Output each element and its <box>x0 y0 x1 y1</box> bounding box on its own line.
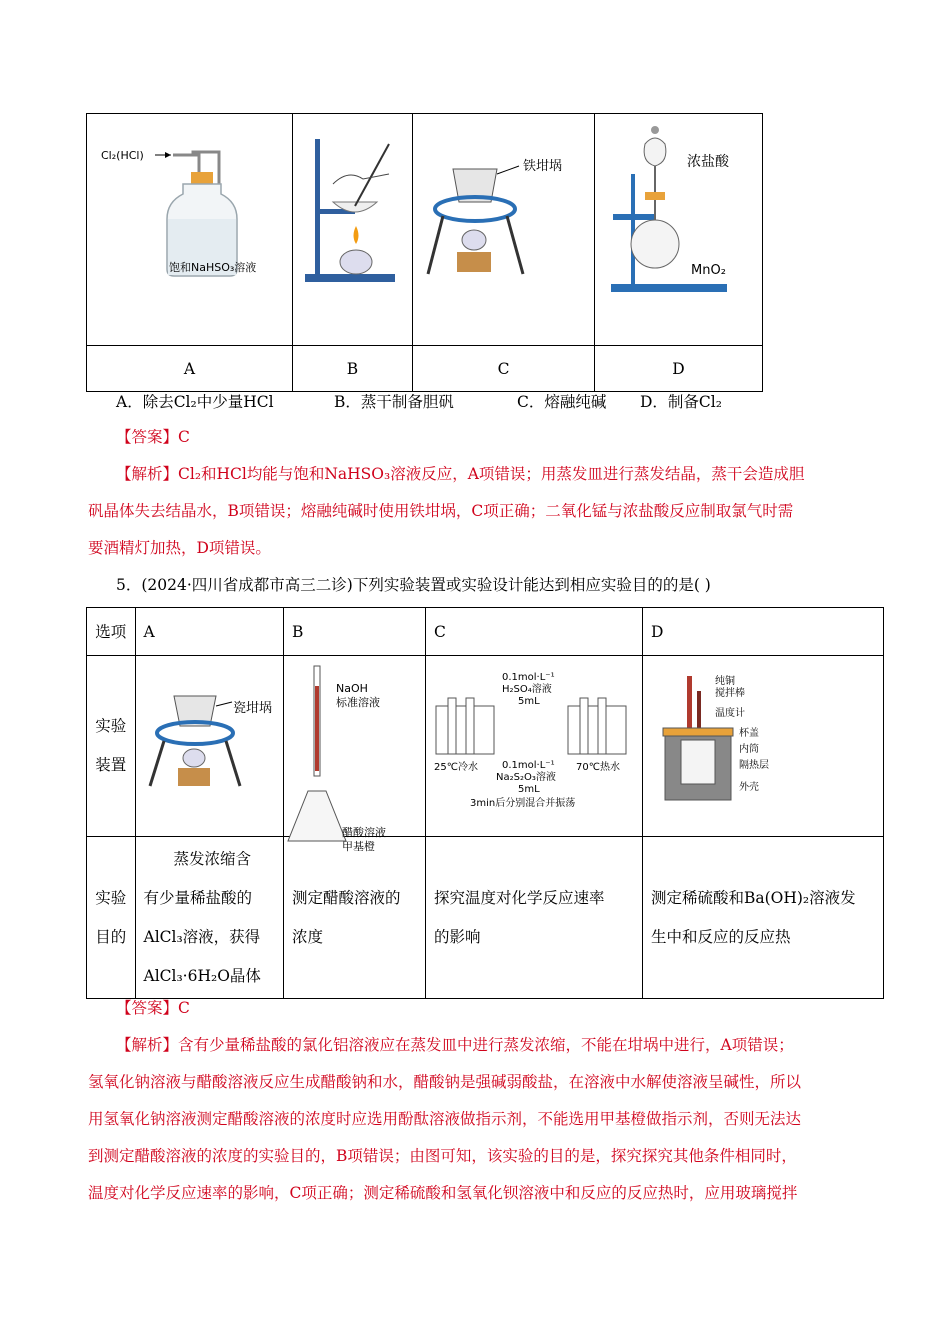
header-a: A <box>135 608 283 656</box>
header-c: C <box>425 608 642 656</box>
row-label-apparatus <box>87 656 136 837</box>
purpose-d-2: 生中和反应的反应热 <box>650 927 791 946</box>
cold-label: 25℃冷水 <box>433 762 478 773</box>
purpose-a <box>135 837 283 999</box>
analysis-2-line-2: 氢氧化钠溶液与醋酸溶液反应生成醋酸钠和水，醋酸钠是强碱弱酸盐，在溶液中水解使溶液呈碱性，所以 <box>88 1073 802 1091</box>
acid-label-2: 甲基橙 <box>341 840 375 853</box>
calorimeter-figure <box>643 656 883 832</box>
question-5: 5．(2024·四川省成都市高三二诊)下列实验装置或实验设计能达到相应实验目的的是( ) <box>116 576 711 594</box>
c-top-1: 0.1mol·L⁻¹ <box>501 672 555 683</box>
figure-label-d: D <box>595 346 763 392</box>
figure-table-1 <box>86 113 763 392</box>
purpose-c-1: 探究温度对化学反应速率 <box>433 888 605 907</box>
header-d: D <box>642 608 883 656</box>
inner-label: 内筒 <box>738 744 759 755</box>
c-top-3: 5mL <box>517 696 540 707</box>
water-bath-figure <box>426 656 642 832</box>
analysis-1-line-1: 【解析】Cl₂和HCl均能与饱和NaHSO₃溶液反应，A项错误；用蒸发皿进行蒸发结晶，蒸干会造成胆 <box>116 465 805 483</box>
purpose-a-2: 有少量稀盐酸的 <box>143 888 253 907</box>
option-a: A．除去Cl₂中少量HCl <box>116 393 274 411</box>
purpose-d <box>642 837 883 999</box>
purpose-a-4: AlCl₃·6H₂O晶体 <box>143 966 261 985</box>
lid-label: 杯盖 <box>738 728 759 739</box>
c-top-2: H₂SO₄溶液 <box>501 684 552 695</box>
purpose-b-2: 浓度 <box>291 927 323 946</box>
evaporating-dish-figure <box>293 114 412 341</box>
apparatus-c <box>425 656 642 837</box>
purpose-b <box>283 837 425 999</box>
analysis-2-line-3: 用氢氧化钠溶液测定醋酸溶液的浓度时应选用酚酞溶液做指示剂，不能选用甲基橙做指示剂，否则无法达 <box>88 1110 802 1128</box>
gas-washing-bottle-figure <box>87 114 292 341</box>
row-label-purpose-2: 目的 <box>95 927 127 946</box>
purpose-c-2: 的影响 <box>433 927 481 946</box>
shell-label: 外壳 <box>738 782 759 793</box>
figure-label-b: B <box>293 346 413 392</box>
purpose-c <box>425 837 642 999</box>
crucible-label: 铁坩埚 <box>523 159 563 174</box>
purpose-a-3: AlCl₃溶液，获得 <box>143 927 261 946</box>
c-bot-3: 5mL <box>517 784 540 795</box>
thermo-label: 温度计 <box>714 708 745 719</box>
purpose-a-1: 蒸发浓缩含 <box>173 849 252 868</box>
analysis-2-line-4: 到测定醋酸溶液的浓度的实验目的，B项错误；由图可知，该实验的目的是，探究探究其他条件相同时， <box>88 1147 797 1165</box>
figure-cell-c <box>413 114 595 346</box>
row-label-apparatus-1: 实验 <box>95 717 127 735</box>
figure-label-c: C <box>413 346 595 392</box>
row-label-purpose-1: 实验 <box>95 888 127 907</box>
answer-2: 【答案】C <box>116 999 190 1017</box>
figure-cell-d <box>595 114 763 346</box>
iron-crucible-figure <box>413 114 594 341</box>
solid-label: MnO₂ <box>691 263 726 278</box>
analysis-2-line-1: 【解析】含有少量稀盐酸的氯化铝溶液应在蒸发皿中进行蒸发浓缩，不能在坩埚中进行，A项错误； <box>116 1036 794 1054</box>
analysis-2-line-5: 温度对化学反应速率的影响，C项正确；测定稀硫酸和氢氧化钡溶液中和反应的反应热时，应用玻璃搅拌 <box>88 1184 798 1202</box>
c-bot-1: 0.1mol·L⁻¹ <box>501 760 555 771</box>
option-c: C．熔融纯碱 <box>517 393 607 411</box>
figure-cell-a <box>87 114 293 346</box>
option-b: B．蒸干制备胆矾 <box>334 393 454 411</box>
porcelain-label: 瓷坩埚 <box>232 701 272 716</box>
header-b: B <box>283 608 425 656</box>
naoh-label-2: 标准溶液 <box>335 696 380 709</box>
answer-1: 【答案】C <box>116 428 190 446</box>
acid-label: 浓盐酸 <box>687 154 729 170</box>
gas-label: Cl₂(HCl) <box>101 149 144 162</box>
porcelain-crucible-figure <box>136 656 278 832</box>
purpose-d-1: 测定稀硫酸和Ba(OH)₂溶液发 <box>650 888 856 907</box>
titration-figure <box>284 656 425 853</box>
header-option: 选项 <box>87 608 136 656</box>
hot-label: 70℃热水 <box>575 762 620 773</box>
rod-label-2: 搅拌棒 <box>714 688 745 699</box>
row-label-apparatus-2: 装置 <box>95 756 127 774</box>
purpose-b-1: 测定醋酸溶液的 <box>291 888 401 907</box>
option-d: D．制备Cl₂ <box>640 393 722 411</box>
insul-label: 隔热层 <box>738 760 769 771</box>
rod-label-1: 纯铜 <box>714 676 735 687</box>
figure-label-a: A <box>87 346 293 392</box>
acid-label-1: 醋酸溶液 <box>341 826 386 839</box>
apparatus-b <box>283 656 425 853</box>
apparatus-a <box>135 656 283 837</box>
liquid-label: 饱和NaHSO₃溶液 <box>169 261 257 274</box>
analysis-1-line-2: 矾晶体失去结晶水，B项错误；熔融纯碱时使用铁坩埚，C项正确；二氧化锰与浓盐酸反应制取氯气时需 <box>88 502 794 520</box>
c-bot-4: 3min后分别混合并振荡 <box>469 798 576 809</box>
c-bot-2: Na₂S₂O₃溶液 <box>495 772 556 783</box>
analysis-1-line-3: 要酒精灯加热，D项错误。 <box>88 539 271 557</box>
chlorine-prep-figure <box>595 114 762 341</box>
experiment-table <box>86 607 884 999</box>
figure-cell-b <box>293 114 413 346</box>
row-label-purpose <box>87 837 136 999</box>
apparatus-d <box>642 656 883 837</box>
naoh-label-1: NaOH <box>335 682 368 695</box>
